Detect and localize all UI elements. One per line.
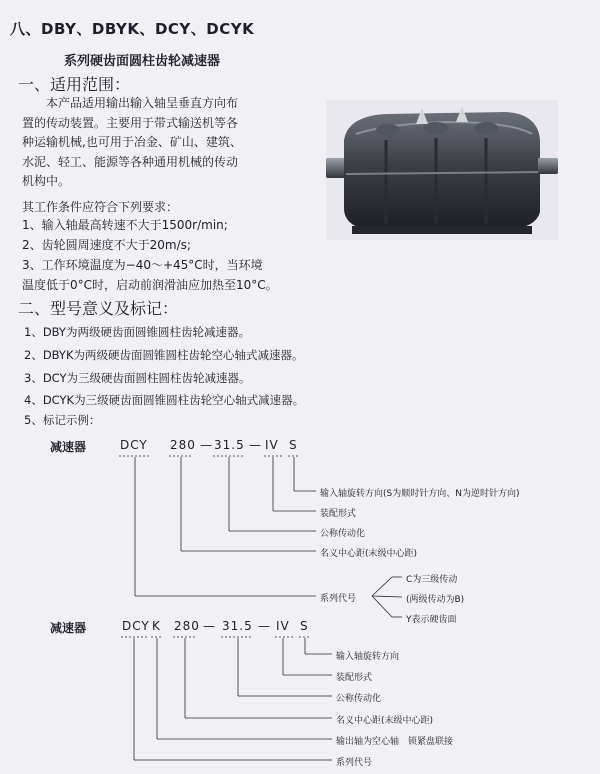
condition-item: 温度低于0°C时，启动前润滑油应加热至10°C。 bbox=[22, 278, 278, 292]
example2-assembly: IV bbox=[276, 619, 290, 633]
paragraph-line: 种运输机械,也可用于冶金、矿山、建筑、 bbox=[22, 135, 242, 149]
example1-dash: — bbox=[200, 438, 213, 452]
model-item-1: 1、DBY为两级硬齿面圆锥圆柱齿轮减速器。 bbox=[24, 325, 250, 339]
model-item-5: 5、标记示例： bbox=[24, 413, 101, 427]
paragraph-line: 水泥、轻工、能源等各种通用机械的传动 bbox=[22, 154, 239, 169]
model-item-2: 2、DBYK为两级硬齿面圆锥圆柱齿轮空心轴式减速器。 bbox=[24, 348, 304, 362]
example1-center-distance: 280 bbox=[170, 438, 196, 452]
example2-series: DCY bbox=[122, 619, 150, 633]
example1-label-center: 名义中心距(末级中心距) bbox=[320, 549, 418, 559]
example2-prefix: 减速器 bbox=[50, 621, 87, 635]
example2-label-series: 系列代号 bbox=[336, 758, 373, 768]
condition-item: 2、齿轮圆周速度不大于20m/s; bbox=[22, 238, 191, 252]
paragraph-line: 机构中。 bbox=[22, 174, 71, 188]
example2-label-hollow: 输出轴为空心轴 锁紧盘联接 bbox=[336, 737, 454, 747]
example2-center-distance: 280 bbox=[174, 619, 200, 633]
model-item-3: 3、DCY为三级硬齿面圆柱圆柱齿轮减速器。 bbox=[24, 371, 251, 385]
example2-dash: — bbox=[203, 619, 216, 633]
example2-label-center: 名义中心距(末级中心距) bbox=[336, 716, 434, 726]
series-note-y: Y表示硬齿面 bbox=[406, 615, 457, 625]
example2-label-ratio: 公称传动化 bbox=[336, 694, 382, 704]
example1-assembly: IV bbox=[265, 438, 279, 452]
example2-hollow: K bbox=[152, 619, 161, 633]
leader-line bbox=[372, 596, 392, 617]
series-note-b: (两级传动为B) bbox=[406, 595, 465, 605]
example1-label-assembly: 装配形式 bbox=[320, 509, 357, 519]
section1-title: 一、适用范围： bbox=[18, 75, 131, 94]
leader-line bbox=[372, 577, 392, 596]
example2-label-assembly: 装配形式 bbox=[336, 673, 373, 683]
page-heading: 八、DBY、DBYK、DCY、DCYK bbox=[10, 20, 255, 38]
example2-dash: — bbox=[258, 619, 271, 633]
example1-dash: — bbox=[249, 438, 262, 452]
example1-prefix: 减速器 bbox=[50, 440, 87, 454]
example2-rotation: S bbox=[300, 619, 309, 633]
conditions-title: 其工作条件应符合下列要求： bbox=[22, 200, 179, 214]
example1-series: DCY bbox=[120, 438, 148, 452]
condition-item: 3、工作环境温度为−40～+45°C时，当环境 bbox=[22, 258, 263, 272]
example2-ratio: 31.5 bbox=[222, 619, 253, 633]
example2-label-rotation: 输入轴旋转方向 bbox=[336, 652, 400, 662]
example1-label-series: 系列代号 bbox=[320, 594, 357, 604]
page-subtitle: 系列硬齿面圆柱齿轮减速器 bbox=[64, 54, 221, 69]
section2-title: 二、型号意义及标记： bbox=[18, 299, 179, 318]
example1-label-ratio: 公称传动化 bbox=[320, 529, 366, 539]
example1-ratio: 31.5 bbox=[214, 438, 245, 452]
series-note-c: C为三级传动 bbox=[406, 575, 458, 585]
example1-label-rotation: 输入轴旋转方向(S为顺时针方向、N为逆时针方向) bbox=[320, 489, 520, 499]
model-item-4: 4、DCYK为三级硬齿面圆锥圆柱齿轮空心轴式减速器。 bbox=[24, 393, 305, 407]
paragraph-line: 置的传动装置。主要用于带式输送机等各 bbox=[22, 115, 239, 130]
paragraph-line: 本产品适用输出输入轴呈垂直方向布 bbox=[22, 96, 239, 110]
condition-item: 1、输入轴最高转速不大于1500r/min; bbox=[22, 218, 228, 232]
leader-line bbox=[372, 596, 402, 597]
example1-rotation: S bbox=[289, 438, 298, 452]
